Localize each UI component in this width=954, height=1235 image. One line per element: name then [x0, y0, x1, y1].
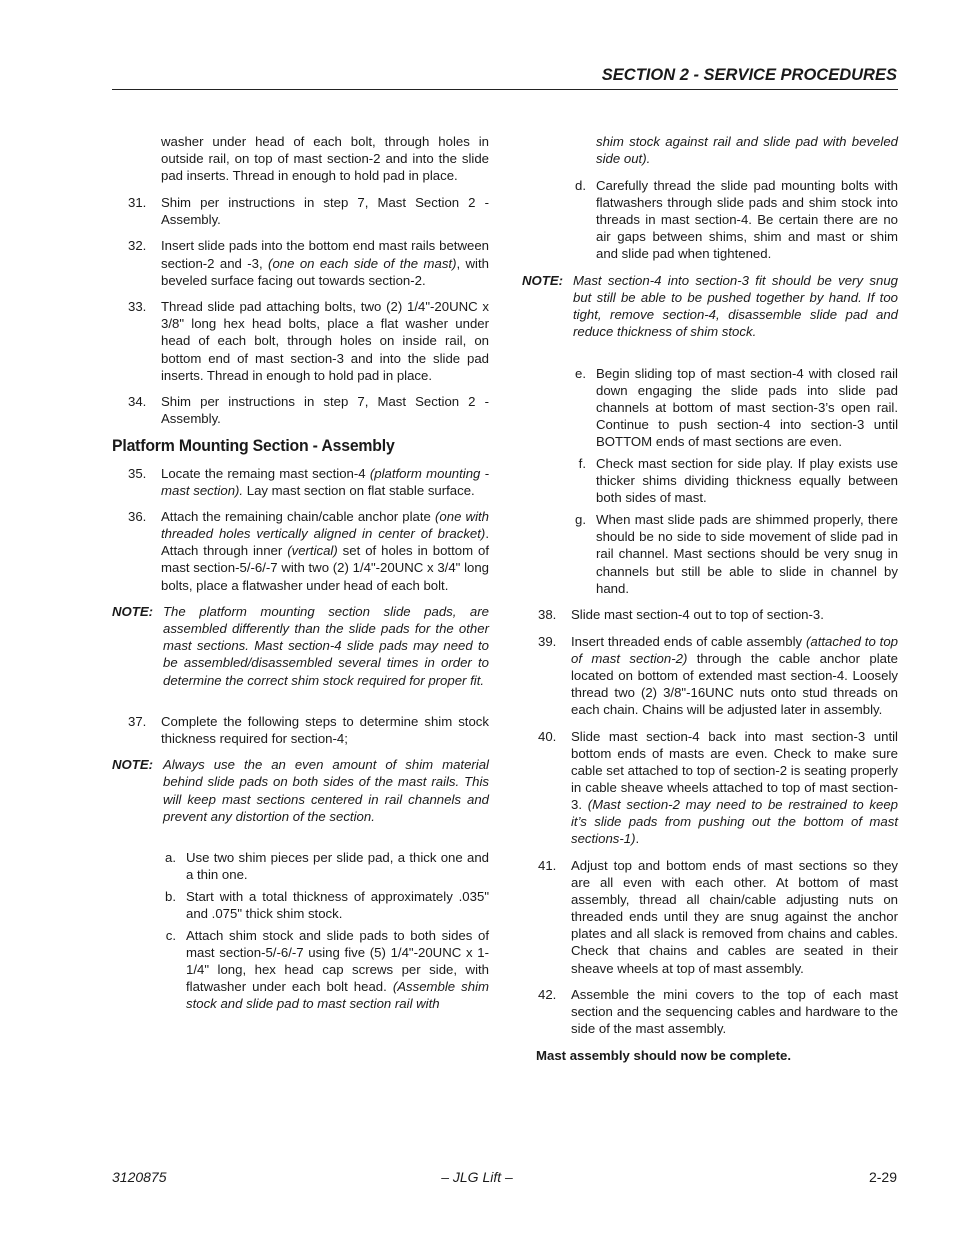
- page-number: 2-29: [868, 1169, 897, 1185]
- substep-text: Begin sliding top of mast section-4 with closed rail down engaging the slide pads into slide pad channels at bottom of mast section-3’s open rail. Continue to push section-4 into section-3 until BOTTOM ends of mast sections are even.: [596, 365, 898, 449]
- substep-e: [522, 365, 898, 450]
- substep-a: [112, 849, 489, 883]
- note-label: NOTE:: [112, 604, 154, 620]
- step-38: [522, 606, 898, 623]
- step-text: Locate the remaing mast section-4 (platform mounting - mast section). Lay mast section on flat stable surface.: [161, 465, 490, 498]
- step-number: 33.: [128, 299, 147, 315]
- substep-f: [522, 455, 898, 506]
- step-number: 38.: [538, 607, 557, 623]
- substep-b: [112, 888, 489, 922]
- step-text: Insert threaded ends of cable assembly (attached to top of mast section-2) through the cable anchor plate located on bottom of extended mast section-4. Loosely thread two (2) 3/8"-16UNC nuts onto stud threads on each chain. Chains will be adjusted later in assembly.: [571, 633, 898, 718]
- step-text: Shim per instructions in step 7, Mast Section 2 - Assembly.: [161, 394, 489, 427]
- left-column: [112, 133, 489, 1018]
- note-label: NOTE:: [522, 273, 564, 289]
- step-42: [522, 986, 898, 1037]
- footer-brand: – JLG Lift –: [441, 1169, 513, 1185]
- step-37: [112, 713, 489, 747]
- section-title: SECTION 2 - SERVICE PROCEDURES: [601, 66, 897, 84]
- step-39: [522, 633, 898, 718]
- step-text: Attach the remaining chain/cable anchor plate (one with threaded holes vertically aligned in center of bracket). Attach through inner (vertical) set of holes in bottom of mast section-5/-6/-7 with two (2) 1/4"-20UNC x 3/4" long bolts, place a flatwasher under head of each bolt.: [161, 509, 490, 593]
- substep-text: Attach shim stock and slide pads to both sides of mast section-5/-6/-7 using five (5) 1/4"-20UNC x 1-1/4" long, hex head cap screws per side, with flatwasher under each bolt head. (Assemble shim stock and slide pad to mast section rail with: [186, 928, 489, 1012]
- step-40: [522, 728, 898, 848]
- step-33: [112, 298, 489, 383]
- completion-statement: Mast assembly should now be complete.: [536, 1047, 792, 1063]
- continued-text: washer under head of each bolt, through holes in outside rail, on top of mast section-2 and into the slide pad inserts. Thread in enough to hold pad in place.: [161, 134, 489, 184]
- step-31: [112, 194, 489, 228]
- step-text: Thread slide pad attaching bolts, two (2) 1/4"-20UNC x 3/8" long hex head bolts, place a flat washer under head of each bolt, through holes on inside rail, on bottom end of mast section-3 and into the slide pad inserts. Thread in enough to hold pad in place.: [161, 299, 489, 383]
- note-label: NOTE:: [112, 757, 154, 773]
- note-text: Mast section-4 into section-3 fit should be very snug but still be able to be pushed together by hand. If too tight, remove section-4, disassemble slide pad and reduce thickness of shim stock.: [573, 273, 898, 340]
- step-text: Insert slide pads into the bottom end mast rails between section-2 and -3, (one on each side of the mast), with beveled surface facing out towards section-2.: [161, 238, 489, 288]
- note-text: Always use the an even amount of shim material behind slide pads on both sides of the mast rails. This will keep mast sections centered in rail channels and prevent any distortion of the section.: [163, 757, 489, 824]
- step-number: 39.: [538, 633, 557, 649]
- substep-g: [522, 511, 898, 596]
- step-text: Complete the following steps to determine shim stock thickness required for section-4;: [161, 713, 489, 746]
- substep-letter: e.: [575, 365, 586, 381]
- step-number: 35.: [128, 465, 147, 481]
- step-text: Slide mast section-4 back into mast section-3 until bottom ends of masts are even. Check to make sure cable set attached to top of section-2 is seating properly in cable sheave wheels attached to top of mast section-3. (Mast section-2 may need to be restrained to keep it’s slide pads from pushing out the bottom of mast sections-1).: [571, 728, 898, 847]
- note-3: [522, 272, 898, 340]
- step-text: Slide mast section-4 out to top of section-3.: [571, 607, 824, 623]
- step-number: 31.: [128, 194, 147, 210]
- substep-d: [522, 177, 898, 262]
- note-1: [112, 603, 489, 688]
- subsection-heading: Platform Mounting Section - Assembly: [112, 436, 395, 456]
- substep-text: Carefully thread the slide pad mounting bolts with flatwashers through slide pads and shim stock into threads in mast section-4. Be certain there are no air gaps between shims, shim and mast or shim and slide pad when tightened.: [596, 177, 898, 262]
- substep-letter: a.: [165, 849, 176, 865]
- document-number: 3120875: [112, 1169, 167, 1185]
- step-number: 36.: [128, 509, 147, 525]
- substep-text: Use two shim pieces per slide pad, a thick one and a thin one.: [186, 849, 489, 882]
- step-text: Shim per instructions in step 7, Mast Section 2 - Assembly.: [161, 194, 489, 227]
- substep-text: When mast slide pads are shimmed properly, there should be no side to side movement of slide pad in rail channel. Mast sections should be very snug in channels but still be able to slide in channel by hand.: [596, 512, 898, 596]
- substep-letter: b.: [165, 888, 176, 904]
- substep-letter: g.: [575, 512, 586, 528]
- step-35: [112, 465, 489, 499]
- note-text: The platform mounting section slide pads, are assembled differently than the slide pads for the other mast sections. Mast section-4 slide pads may need to be assembled/disassembled several times in order to determine the correct shim stock required for proper fit.: [163, 604, 489, 688]
- substep-text: Check mast section for side play. If play exists use thicker shims dividing thickness equally between both sides of mast.: [596, 456, 898, 506]
- substep-text: Start with a total thickness of approximately .035" and .075" thick shim stock.: [186, 888, 489, 921]
- step-number: 37.: [128, 713, 147, 729]
- step-number: 41.: [538, 857, 557, 873]
- substep-letter: f.: [578, 456, 586, 471]
- right-column: [522, 133, 898, 1064]
- substep-letter: d.: [575, 177, 586, 193]
- step-text: Adjust top and bottom ends of mast sections so they are all even with each other. At bottom of mast assembly, thread all chain/cable adjusting nuts on threaded ends until they are snug against the anchor plates and all slack is removed from chains and cables. Check that chains and cables are seated in their sheave wheels at top of mast assembly.: [571, 857, 898, 976]
- continued-text: shim stock against rail and slide pad with beveled side out).: [596, 134, 898, 167]
- step-32: [112, 237, 489, 288]
- header-rule: [112, 89, 898, 90]
- step-text: Assemble the mini covers to the top of each mast section and the sequencing cables and hardware to the side of the mast assembly.: [571, 987, 898, 1037]
- step-36: [112, 508, 489, 593]
- step-number: 40.: [538, 728, 557, 744]
- substep-letter: c.: [165, 928, 176, 944]
- step-number: 34.: [128, 394, 147, 410]
- substep-c: [112, 927, 489, 1012]
- step-number: 42.: [538, 987, 557, 1003]
- step-41: [522, 857, 898, 977]
- step-34: [112, 393, 489, 427]
- step-number: 32.: [128, 238, 147, 254]
- note-2: [112, 756, 489, 824]
